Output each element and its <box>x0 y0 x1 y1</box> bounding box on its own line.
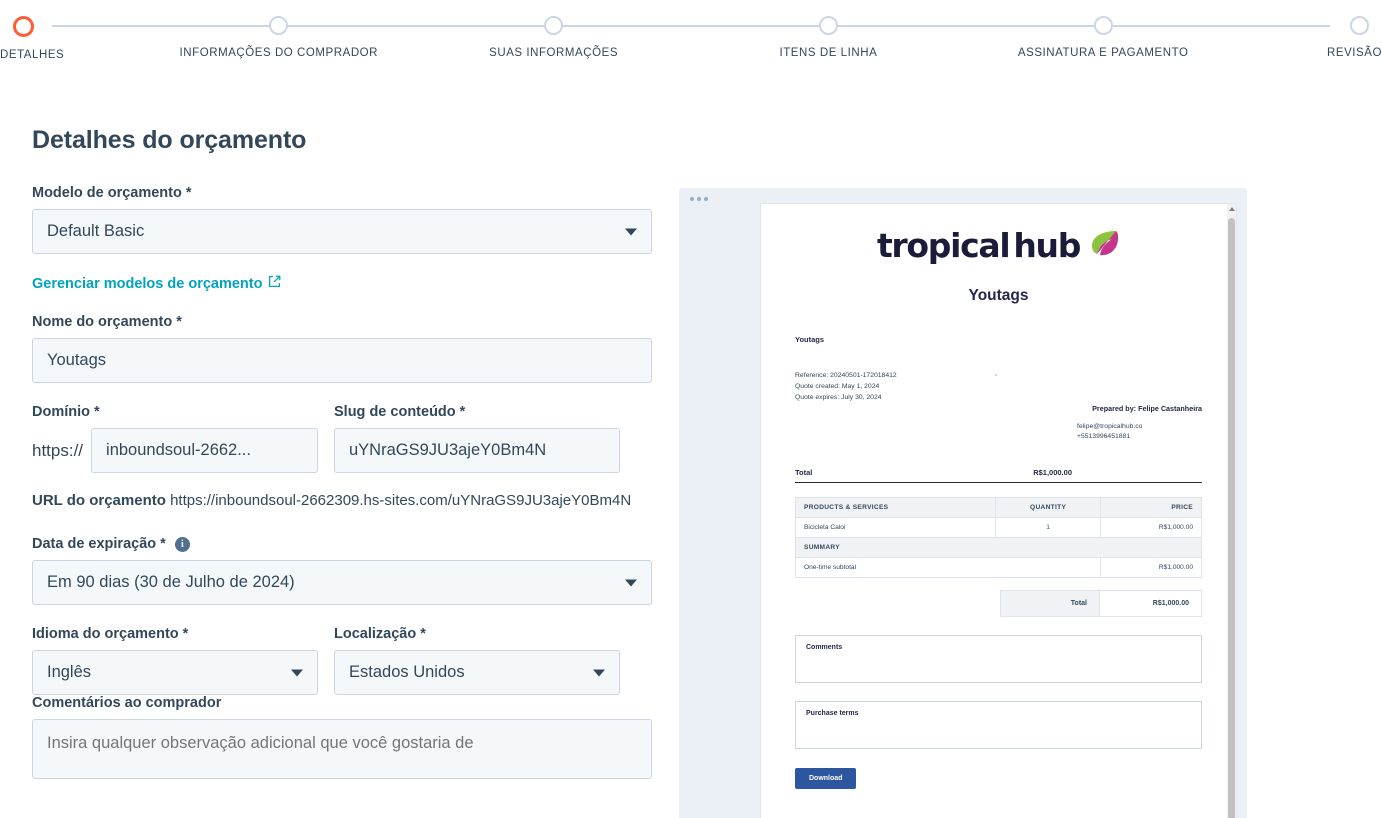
preview-window <box>679 188 1247 818</box>
field-locale <box>334 626 620 695</box>
grand-total-label: Total <box>1000 590 1100 617</box>
prepared-by: Prepared by: Felipe Castanheira <box>1092 404 1202 413</box>
step-label: REVISÃO <box>1327 47 1382 59</box>
slug-value: uYNraGS9JU3ajeY0Bm4N <box>349 441 547 459</box>
quote-reference: Reference: 20240501-172018412 <box>795 372 897 379</box>
step-label: SUAS INFORMAÇÕES <box>489 47 619 59</box>
field-template <box>32 185 652 254</box>
scroll-up-icon[interactable] <box>1229 207 1235 211</box>
expiration-label <box>32 536 652 552</box>
domain-select-value: inboundsoul-2662... <box>106 441 251 459</box>
quote-name-value: Youtags <box>47 351 107 369</box>
item-name: Bicicleta Caloi <box>796 518 996 538</box>
chevron-down-icon <box>593 669 605 676</box>
domain-label: Domínio * <box>32 404 100 420</box>
scrollbar-thumb[interactable] <box>1228 218 1235 818</box>
table-row <box>796 518 1202 538</box>
locale-select[interactable] <box>334 650 620 695</box>
field-buyer-comments <box>32 695 652 784</box>
buyer-placeholder-text: , <box>995 370 997 377</box>
quote-created: Quote created: May 1, 2024 <box>795 383 880 390</box>
tropical-hub-logo <box>795 226 1202 265</box>
quote-name-label: Nome do orçamento * <box>32 314 182 330</box>
grand-total-box <box>795 590 1202 617</box>
chevron-down-icon <box>625 228 637 235</box>
slug-label: Slug de conteúdo * <box>334 404 466 420</box>
page-title: Detalhes do orçamento <box>32 126 307 154</box>
total-bar-amount: R$1,000.00 <box>1033 468 1072 477</box>
step-informacoes-do-comprador[interactable] <box>179 0 379 61</box>
locale-select-value: Estados Unidos <box>349 663 465 681</box>
quote-meta <box>795 370 995 442</box>
leaf-icon <box>1086 228 1120 263</box>
field-expiration <box>32 536 652 605</box>
document-scrollbar[interactable] <box>1227 204 1236 818</box>
total-bar <box>795 468 1202 483</box>
template-label: Modelo de orçamento * <box>32 185 192 201</box>
download-button[interactable]: Download <box>795 768 856 789</box>
language-locale-row <box>32 626 652 695</box>
step-suas-informacoes[interactable] <box>454 0 654 61</box>
step-dot-icon <box>819 16 838 35</box>
table-header-row <box>796 498 1202 518</box>
summary-header-row <box>796 538 1202 558</box>
step-itens-de-linha[interactable] <box>728 0 928 61</box>
total-bar-label: Total <box>795 468 813 477</box>
purchase-terms-box: Purchase terms <box>795 701 1202 749</box>
summary-header: SUMMARY <box>796 538 1202 558</box>
domain-slug-row <box>32 404 652 473</box>
step-dot-icon <box>13 16 34 37</box>
col-price: PRICE <box>1101 498 1202 518</box>
logo-text-main: tropical <box>876 226 1010 265</box>
contact-phone: +5513996451881 <box>1077 433 1131 440</box>
summary-price: R$1,000.00 <box>1101 558 1202 578</box>
quote-document <box>761 204 1236 818</box>
external-link-icon <box>268 275 281 292</box>
contact-info <box>995 422 1202 442</box>
item-price: R$1,000.00 <box>1101 518 1202 538</box>
quote-preview-panel <box>652 78 1350 818</box>
field-language <box>32 626 318 695</box>
template-select[interactable] <box>32 209 652 254</box>
document-title: Youtags <box>968 287 1029 304</box>
language-label: Idioma do orçamento * <box>32 626 189 642</box>
logo-text-thin: hub <box>1013 226 1081 265</box>
col-quantity: QUANTITY <box>996 498 1101 518</box>
quote-url-value: https://inboundsoul-2662309.hs-sites.com/uYNraGS9JU3ajeY0Bm4N <box>170 492 632 509</box>
step-label: INFORMAÇÕES DO COMPRADOR <box>179 47 379 59</box>
step-dot-icon <box>1350 16 1369 35</box>
step-dot-icon <box>1094 16 1113 35</box>
language-select[interactable] <box>32 650 318 695</box>
field-slug <box>334 404 620 473</box>
quote-expires: Quote expires: July 30, 2024 <box>795 394 882 401</box>
step-dot-icon <box>269 16 288 35</box>
item-quantity: 1 <box>996 518 1101 538</box>
expiration-label-text: Data de expiração * <box>32 536 166 552</box>
document-subtitle: Youtags <box>795 335 825 344</box>
chevron-down-icon <box>291 669 303 676</box>
slug-input[interactable] <box>334 428 620 473</box>
col-products-services: PRODUCTS & SERVICES <box>796 498 996 518</box>
step-dot-icon <box>544 16 563 35</box>
language-select-value: Inglês <box>47 663 92 681</box>
info-icon[interactable]: i <box>175 537 190 552</box>
quote-name-input[interactable] <box>32 338 652 383</box>
quote-url-label: URL do orçamento <box>32 492 166 509</box>
grand-total-value: R$1,000.00 <box>1100 590 1202 617</box>
table-row <box>796 558 1202 578</box>
step-label: DETALHES <box>0 49 65 61</box>
comments-box: Comments <box>795 635 1202 683</box>
chevron-down-icon <box>625 579 637 586</box>
step-revisao[interactable] <box>1278 0 1382 61</box>
quote-details-form <box>32 78 652 818</box>
step-label: ASSINATURA E PAGAMENTO <box>1017 47 1189 59</box>
buyer-comments-textarea[interactable] <box>32 719 652 779</box>
progress-stepper <box>0 0 1382 78</box>
summary-name: One-time subtotal <box>796 558 1101 578</box>
expiration-select-value: Em 90 dias (30 de Julho de 2024) <box>47 573 295 591</box>
https-prefix: https:// <box>32 440 84 460</box>
step-assinatura-e-pagamento[interactable] <box>1003 0 1203 61</box>
manage-templates-row[interactable] <box>32 275 652 292</box>
window-dots-icon <box>690 197 708 201</box>
contact-email: felipe@tropicalhub.co <box>1077 423 1143 430</box>
locale-label: Localização * <box>334 626 426 642</box>
manage-templates-link[interactable]: Gerenciar modelos de orçamento <box>32 275 263 292</box>
step-detalhes[interactable] <box>0 0 104 61</box>
field-domain <box>32 404 318 473</box>
quote-url-info <box>32 489 632 512</box>
template-select-value: Default Basic <box>47 222 145 240</box>
expiration-select[interactable] <box>32 560 652 605</box>
field-quote-name <box>32 314 652 383</box>
domain-select[interactable] <box>91 428 318 473</box>
buyer-comments-label: Comentários ao comprador <box>32 695 222 711</box>
line-items-table <box>795 497 1202 578</box>
step-label: ITENS DE LINHA <box>779 47 878 59</box>
